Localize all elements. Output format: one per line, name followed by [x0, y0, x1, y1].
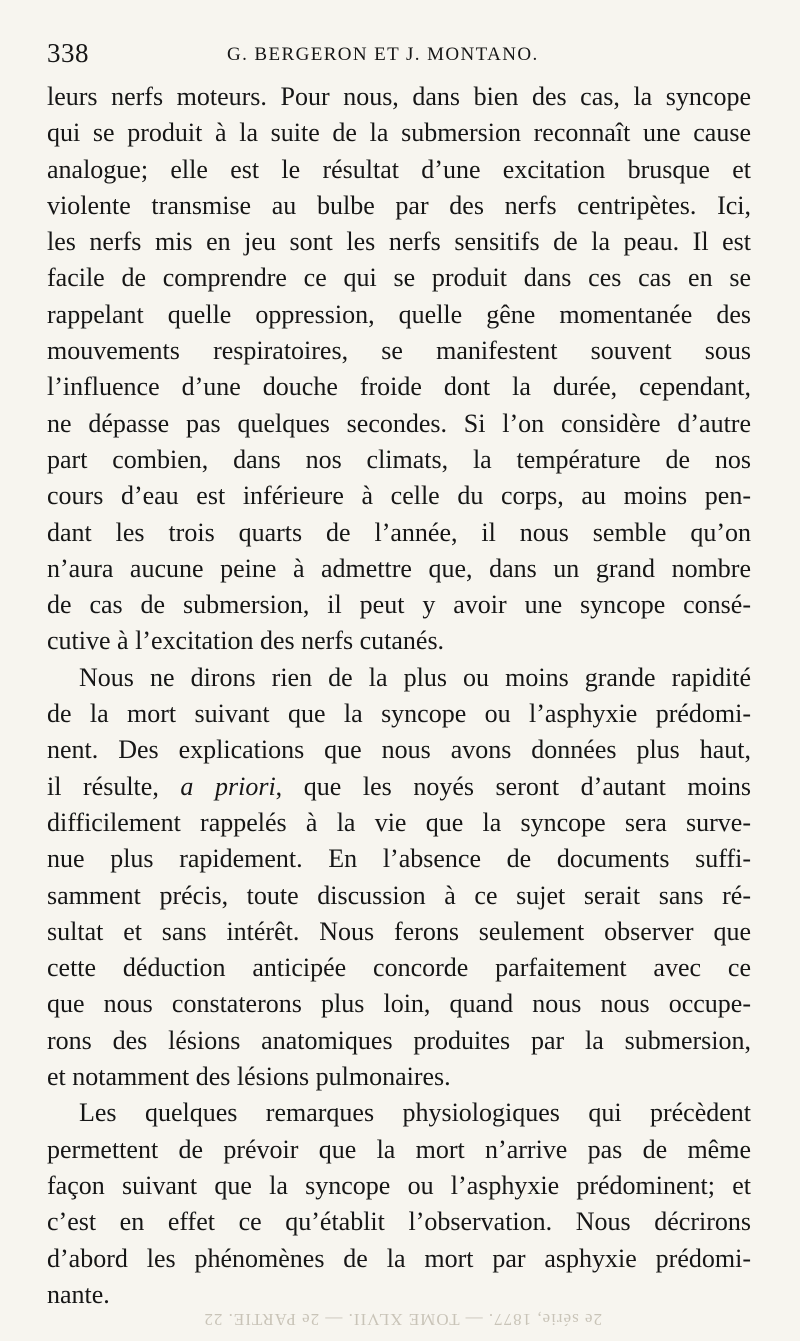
text-line: cette déduction anticipée concorde parfaitement avec ce [47, 953, 751, 983]
text-line: de la mort suivant que la syncope ou l’asphyxie prédomi- [47, 699, 751, 729]
body-text [47, 79, 751, 1313]
text-line: cours d’eau est inférieure à celle du corps, au moins pen- [47, 481, 751, 511]
text-line: violente transmise au bulbe par des nerfs centripètes. Ici, [47, 190, 751, 220]
text-line: c’est en effet ce qu’établit l’observation. Nous décrirons [47, 1207, 751, 1237]
text-line: et notamment des lésions pulmonaires. [47, 1062, 451, 1092]
text-line: samment précis, toute discussion à ce sujet serait sans ré- [47, 880, 751, 910]
text-line: Nous ne dirons rien de la plus ou moins grande rapidité [79, 662, 751, 692]
paragraph [47, 79, 751, 660]
running-head: G. BERGERON ET J. MONTANO. [227, 44, 539, 65]
text-line: l’influence d’une douche froide dont la durée, cependant, [47, 372, 751, 402]
paragraph [47, 1095, 751, 1313]
italic-phrase: a priori [180, 771, 276, 801]
text-line: dant les trois quarts de l’année, il nous semble qu’on [47, 517, 751, 547]
page-number: 338 [47, 38, 89, 68]
text-line: rons des lésions anatomiques produites par la submersion, [47, 1025, 751, 1055]
page-header [47, 38, 752, 70]
text-line: rappelant quelle oppression, quelle gêne momentanée des [47, 299, 751, 329]
text-line: nue plus rapidement. En l’absence de documents suffi- [47, 844, 751, 874]
text-line: cutive à l’excitation des nerfs cutanés. [47, 626, 445, 656]
text-line: que nous constaterons plus loin, quand nous nous occupe- [47, 989, 751, 1019]
text-line: difficilement rappelés à la vie que la syncope sera surve- [47, 807, 751, 837]
text-line: part combien, dans nos climats, la température de nos [47, 444, 751, 474]
text-line: de cas de submersion, il peut y avoir une syncope consé- [47, 590, 751, 620]
text-line: permettent de prévoir que la mort n’arrive pas de même [47, 1134, 751, 1164]
text-line: les nerfs mis en jeu sont les nerfs sensitifs de la peau. Il est [47, 227, 751, 257]
bleed-through-footer: 2e série, 1877. — TOME XLVII. — 2e PARTIE. 22 [203, 1310, 602, 1329]
paragraph [47, 660, 751, 1096]
text-line: analogue; elle est le résultat d’une excitation brusque et [47, 154, 751, 184]
text-line: il résulte, a priori, que les noyés seront d’autant moins [47, 771, 751, 801]
text-line: qui se produit à la suite de la submersion reconnaît une cause [47, 118, 751, 148]
text-line: leurs nerfs moteurs. Pour nous, dans bien des cas, la syncope [47, 82, 751, 111]
text-line: ne dépasse pas quelques secondes. Si l’on considère d’autre [47, 408, 751, 438]
text-line: façon suivant que la syncope ou l’asphyxie prédominent; et [47, 1170, 751, 1200]
text-line: n’aura aucune peine à admettre que, dans un grand nombre [47, 553, 751, 583]
text-line: mouvements respiratoires, se manifestent souvent sous [47, 336, 751, 366]
text-line: d’abord les phénomènes de la mort par asphyxie prédomi- [47, 1243, 751, 1273]
text-line: sultat et sans intérêt. Nous ferons seulement observer que [47, 916, 751, 946]
text-line: facile de comprendre ce qui se produit dans ces cas en se [47, 263, 751, 293]
text-line: Les quelques remarques physiologiques qui précèdent [79, 1098, 751, 1128]
text-line: nante. [47, 1279, 110, 1309]
text-line: nent. Des explications que nous avons données plus haut, [47, 735, 751, 765]
